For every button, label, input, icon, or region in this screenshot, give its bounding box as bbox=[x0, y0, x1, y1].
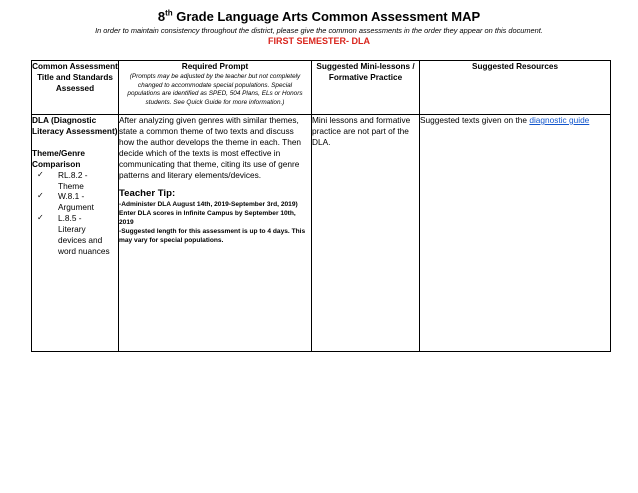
header-assessment-title: Common Assessment Title and Standards Assessed bbox=[32, 61, 119, 115]
tip-line: -Administer DLA August 14th, 2019-September 3rd, 2019) bbox=[119, 201, 298, 209]
teacher-tip-heading: Teacher Tip: bbox=[119, 188, 176, 200]
header-resources: Suggested Resources bbox=[420, 61, 611, 115]
mini-lessons-text: Mini lessons and formative practice are not part of the DLA. bbox=[312, 115, 411, 147]
table-row bbox=[32, 115, 611, 352]
resources-text: Suggested texts given on the bbox=[420, 115, 530, 125]
resources-cell bbox=[420, 115, 611, 352]
list-item: ✓ W.8.1 - Argument bbox=[37, 191, 94, 213]
teacher-tip-list bbox=[119, 201, 311, 245]
page-subtitle: In order to maintain consistency throughout the district, please give the common assessments in the order they appear on this document. bbox=[95, 26, 543, 35]
title-superscript: th bbox=[165, 8, 173, 18]
check-icon: ✓ bbox=[37, 169, 44, 179]
diagnostic-guide-link[interactable]: diagnostic guide bbox=[529, 115, 590, 125]
check-icon: ✓ bbox=[37, 191, 44, 201]
list-item: ✓ L.8.5 - Literary devices and word nuances bbox=[37, 213, 110, 256]
semester-label: FIRST SEMESTER- DLA bbox=[267, 36, 370, 46]
mini-lessons-cell bbox=[312, 115, 420, 352]
table-header-row bbox=[32, 61, 611, 115]
tip-line: -Suggested length for this assessment is up to 4 days. This may vary for special populations. bbox=[119, 227, 306, 244]
page-title: 8th Grade Language Arts Common Assessment MAP bbox=[157, 8, 481, 24]
check-icon: ✓ bbox=[37, 213, 44, 223]
list-item: ✓ RL.8.2 - Theme bbox=[37, 169, 88, 191]
theme-label: Theme/Genre Comparison bbox=[32, 147, 86, 169]
prompt-cell bbox=[119, 115, 312, 352]
standards-list bbox=[32, 170, 118, 257]
assessment-map-table bbox=[31, 60, 611, 352]
header-mini-lessons: Suggested Mini-lessons / Formative Practice bbox=[312, 61, 420, 115]
assessment-title: DLA (Diagnostic Literacy Assessment) bbox=[32, 115, 118, 136]
tip-line: Enter DLA scores in Infinite Campus by September 10th, 2019 bbox=[119, 210, 296, 227]
header-required-prompt: Required Prompt (Prompts may be adjusted by the teacher but not completely changed to accommodate special populations. Special populations are identified as SPED, 504 Plans, ELs or Honors students. See Quick Guide for more information.) bbox=[119, 61, 312, 115]
assessment-cell bbox=[32, 115, 119, 352]
prompt-note: (Prompts may be adjusted by the teacher but not completely changed to accommodate special populations. Special populations are identified as SPED, 504 Plans, ELs or Honors students. See Quick Guide for more information.) bbox=[127, 73, 303, 106]
prompt-text: After analyzing given genres with similar themes, state a common theme of two texts and discuss how the author develops the theme in each. Then decide which of the texts is most effective in communicating that theme, citing its use of genre patterns and literary elements/devices. bbox=[119, 115, 302, 180]
